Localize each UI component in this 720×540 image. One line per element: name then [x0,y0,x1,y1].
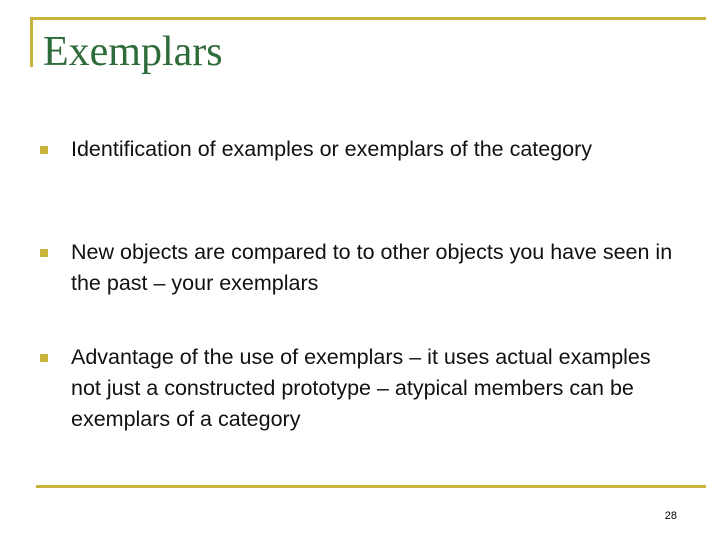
page-number: 28 [664,510,677,522]
title-rule-left [30,17,33,67]
bullet-text: New objects are compared to to other objects you have seen in the past – your exemplars [71,240,673,295]
bullet-text: Identification of examples or exemplars of the category [71,137,593,161]
square-bullet-icon [40,146,48,154]
bullet-text: Advantage of the use of exemplars – it uses actual examples not just a constructed prototype – atypical members can be exemplars of a category [71,345,651,431]
slide-title: Exemplars [43,29,223,75]
square-bullet-icon [40,354,48,362]
title-rule-top [30,17,706,20]
square-bullet-icon [40,249,48,257]
footer-rule [36,485,706,488]
